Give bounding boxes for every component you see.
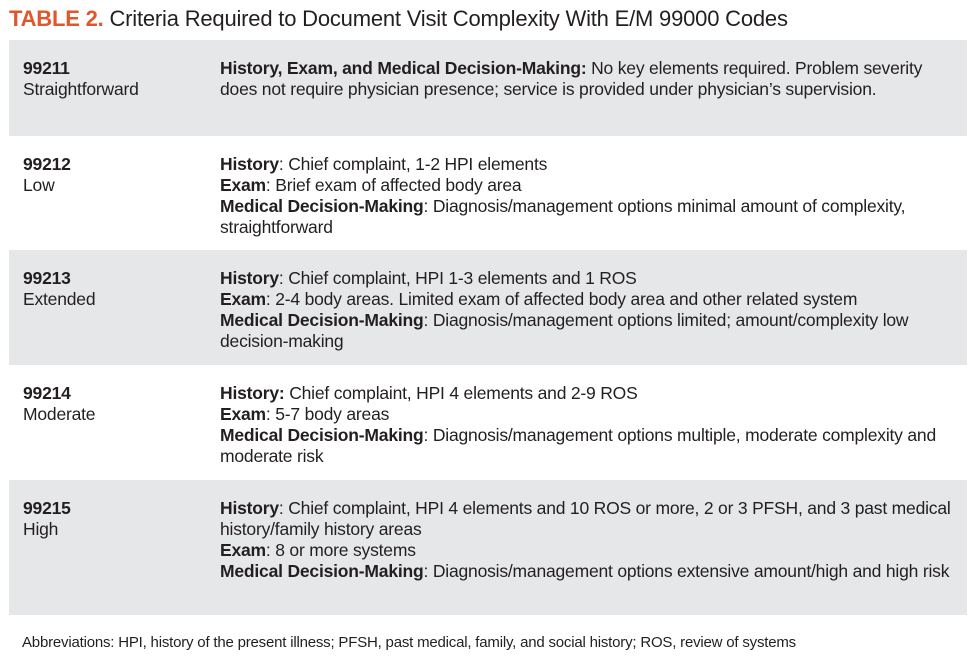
table-row-99215 — [9, 480, 967, 615]
code: 99212 — [23, 154, 71, 174]
criteria-line — [220, 154, 953, 175]
criteria-table — [9, 40, 967, 615]
complexity-level: Moderate — [23, 404, 96, 424]
criteria-line — [220, 310, 953, 352]
code: 99215 — [23, 498, 71, 518]
criteria-label: History — [220, 154, 279, 174]
criteria-text: : Chief complaint, 1-2 HPI elements — [278, 154, 548, 174]
criteria-line — [220, 425, 953, 467]
criteria-line — [220, 196, 953, 238]
table-title — [9, 6, 788, 32]
criteria-line — [220, 268, 953, 289]
table-row-99211 — [9, 40, 967, 136]
criteria-line — [220, 289, 953, 310]
criteria-line — [220, 383, 953, 404]
criteria-line — [220, 498, 953, 540]
criteria-label: Exam — [220, 404, 266, 424]
criteria-text: : Diagnosis/management options minimal amount of complexity, straightforward — [220, 196, 906, 237]
criteria-label: History — [220, 498, 279, 518]
criteria-label: Exam — [220, 289, 266, 309]
code-cell — [23, 268, 220, 365]
criteria-cell — [220, 154, 953, 250]
criteria-text: : Diagnosis/management options multiple, moderate complexity and moderate risk — [220, 425, 936, 466]
criteria-text: : Brief exam of affected body area — [265, 175, 522, 195]
code: 99214 — [23, 383, 71, 403]
criteria-label: Exam — [220, 540, 266, 560]
table-caption: Criteria Required to Document Visit Complexity With E/M 99000 Codes — [109, 6, 788, 31]
criteria-label: Medical Decision-Making — [220, 310, 424, 330]
code-cell — [23, 498, 220, 615]
criteria-text: No key elements required. Problem severity does not require physician presence; service is provided under physician’s supervision. — [220, 58, 923, 99]
criteria-cell — [220, 268, 953, 365]
criteria-line — [220, 561, 953, 582]
code-cell — [23, 383, 220, 480]
table-row-99213 — [9, 250, 967, 365]
complexity-level: Extended — [23, 289, 96, 309]
criteria-label: Medical Decision-Making — [220, 561, 424, 581]
criteria-label: Medical Decision-Making — [220, 196, 424, 216]
criteria-text: : Chief complaint, HPI 4 elements and 10 ROS or more, 2 or 3 PFSH, and 3 past medical history/family history areas — [220, 498, 951, 539]
table-row-99212 — [9, 136, 967, 250]
complexity-level: Straightforward — [23, 79, 139, 99]
criteria-text: : 8 or more systems — [265, 540, 416, 560]
criteria-text: : 5-7 body areas — [265, 404, 390, 424]
code-cell — [23, 58, 220, 136]
abbreviations-footnote: Abbreviations: HPI, history of the present illness; PFSH, past medical, family, and social history; ROS, review of systems — [22, 634, 796, 651]
code: 99213 — [23, 268, 71, 288]
criteria-label: Exam — [220, 175, 266, 195]
criteria-cell — [220, 498, 953, 615]
criteria-cell — [220, 383, 953, 480]
criteria-line — [220, 540, 953, 561]
complexity-level: High — [23, 519, 59, 539]
criteria-text: : 2-4 body areas. Limited exam of affected body area and other related system — [265, 289, 858, 309]
complexity-level: Low — [23, 175, 55, 195]
table-number: TABLE 2. — [9, 6, 104, 31]
criteria-text: : Chief complaint, HPI 1-3 elements and 1 ROS — [278, 268, 637, 288]
table-row-99214 — [9, 365, 967, 480]
criteria-label: Medical Decision-Making — [220, 425, 424, 445]
criteria-label: History — [220, 268, 279, 288]
criteria-label: History: — [220, 383, 285, 403]
code-cell — [23, 154, 220, 250]
criteria-label: History, Exam, and Medical Decision-Making: — [220, 58, 587, 78]
criteria-text: : Diagnosis/management options limited; amount/complexity low decision-making — [220, 310, 909, 351]
code: 99211 — [23, 58, 70, 78]
criteria-line — [220, 175, 953, 196]
criteria-text: Chief complaint, HPI 4 elements and 2-9 ROS — [284, 383, 638, 403]
criteria-text: : Diagnosis/management options extensive amount/high and high risk — [423, 561, 950, 581]
criteria-line — [220, 58, 953, 100]
criteria-line — [220, 404, 953, 425]
criteria-cell — [220, 58, 953, 136]
